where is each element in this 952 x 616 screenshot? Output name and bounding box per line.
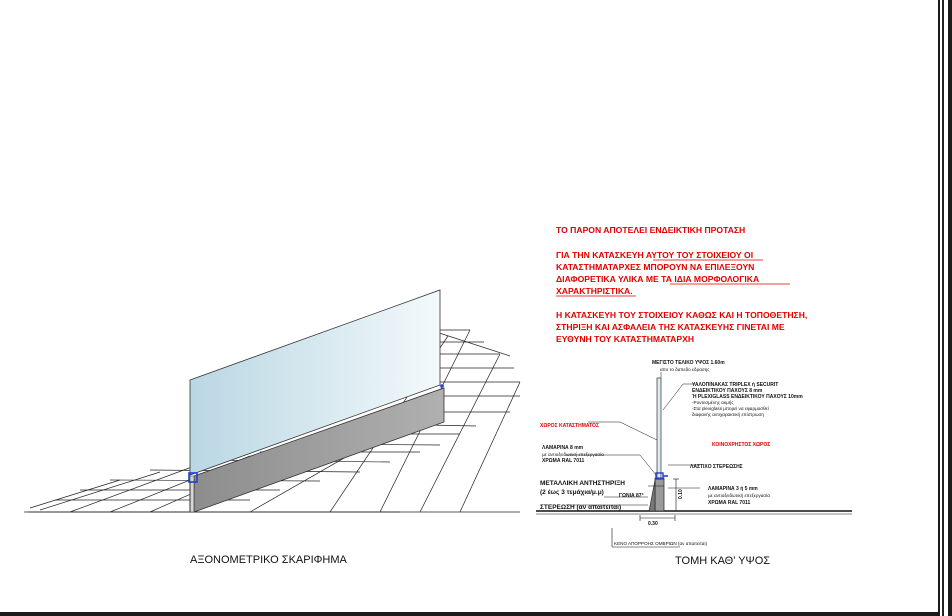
note-p2-line-1: ΓΙΑ ΤΗΝ ΚΑΤΑΣΚΕΥΗ ΑΥΤΟΥ ΤΟΥ ΣΤΟΙΧΕΙΟΥ ΟΙ bbox=[556, 250, 754, 260]
sheet-l2: με αντιοξειδωτική επεξεργασία bbox=[542, 452, 604, 457]
fixing-clip-top-icon bbox=[440, 384, 444, 388]
glass-l6: διαφανής αντιχαρακτική επίστρωση bbox=[692, 412, 764, 417]
glass-l1: ΥΑΛΟΠΙΝΑΚΑΣ TRIPLEX ή SECURIT bbox=[692, 382, 779, 388]
note-p2-line-4: ΧΑΡΑΚΤΗΡΙΣΤΙΚΑ. bbox=[556, 286, 633, 296]
glass-l3: Ή PLEXIGLASS ΕΝΔΕΙΚΤΙΚΟΥ ΠΑΧΟΥΣ 10mm bbox=[692, 394, 803, 400]
vertical-scrollbar[interactable] bbox=[942, 0, 952, 616]
fixing-label: ΣΤΕΡΕΩΣΗ (αν απαιτειται) bbox=[540, 504, 622, 511]
sheet2-l3: ΧΡΩΜΑ RAL 7011 bbox=[708, 500, 751, 506]
note-p3-line-2: ΣΤΗΡΙΞΗ ΚΑΙ ΑΣΦΑΛΕΙΑ ΤΗΣ ΚΑΤΑΣΚΕΥΗΣ ΓΙΝΕΤΑΙ ΜΕ bbox=[556, 322, 785, 332]
viewport-divider bbox=[938, 0, 940, 616]
dim-width-label: 0.30 bbox=[648, 521, 658, 527]
note-p2-line-2: ΚΑΤΑΣΤΗΜΑΤΑΡΧΕΣ ΜΠΟΡΟΥΝ ΝΑ ΕΠΙΛΕΞΟΥΝ bbox=[556, 262, 755, 272]
axonometric-sketch bbox=[24, 290, 520, 512]
drain-label: ΚΕΝΟ ΑΠΟΡΡΟΗΣ ΟΜΒΡΙΩΝ (αν απαιτειται) bbox=[614, 541, 707, 546]
bottom-border bbox=[0, 612, 940, 616]
note-p2-line-3: ΔΙΑΦΟΡΕΤΙΚΑ ΥΛΙΚΑ ΜΕ ΤΑ ΙΔΙΑ ΜΟΡΦΟΛΟΓΙΚΑ bbox=[556, 274, 760, 284]
note-line-1: ΤΟ ΠΑΡΟΝ ΑΠΟΤΕΛΕΙ ΕΝΔΕΙΚΤΙΚΗ ΠΡΟΤΑΣΗ bbox=[556, 225, 746, 235]
section-glass bbox=[657, 378, 661, 478]
glass-l4: -Ροντεσμένης ακμής bbox=[692, 400, 734, 405]
shop-space-label: ΧΩΡΟΣ ΚΑΤΑΣΤΗΜΑΤΟΣ bbox=[540, 423, 599, 429]
notes-block bbox=[556, 225, 807, 344]
rubber-label: ΛΑΣΤΙΧΟ ΣΤΕΡΕΩΣΗΣ bbox=[690, 464, 743, 470]
scrollbar-thumb[interactable] bbox=[948, 0, 952, 616]
sheet2-l1: ΛΑΜΑΡΙΝΑ 3 ή 5 mm bbox=[708, 486, 758, 492]
support-l1: ΜΕΤΑΛΛΙΚΗ ΑΝΤΗΣΤΗΡΙΞΗ bbox=[540, 480, 625, 487]
glass-l5: -Στα plexiglass μπορεί να εφαρμοσθεί bbox=[692, 406, 769, 411]
dim-height-label: 0.10 bbox=[678, 489, 684, 499]
sheet-l3: ΧΡΩΜΑ RAL 7011 bbox=[542, 458, 585, 464]
max-height-l1: ΜΕΓΙΣΤΟ ΤΕΛΙΚΟ ΥΨΟΣ 1.60m bbox=[652, 360, 725, 366]
public-space-label: ΚΟΙΝΟΧΡΗΣΤΟΣ ΧΩΡΟΣ bbox=[712, 442, 771, 448]
section-base bbox=[655, 478, 664, 511]
max-height-l2: απο το δαπεδο εδρασης bbox=[660, 367, 710, 372]
section-bracket bbox=[649, 480, 655, 511]
sheet2-l2: με αντιοξειδωτική επεξεργασία bbox=[708, 493, 770, 498]
support-l2: (2 έως 3 τεμάχια/μ.μ) bbox=[540, 489, 604, 496]
angle-label: ΓΩΝΙΑ 87° bbox=[619, 493, 644, 499]
note-p3-line-3: ΕΥΘΥΝΗ ΤΟΥ ΚΑΤΑΣΤΗΜΑΤΑΡΧΗ bbox=[556, 334, 695, 344]
sheet-l1: ΛΑΜΑΡΙΝΑ 8 mm bbox=[542, 445, 584, 451]
glass-l2: ΕΝΔΕΙΚΤΙΚΟΥ ΠΑΧΟΥΣ 8 mm bbox=[692, 388, 763, 394]
caption-axonometric: ΑΞΟΝΟΜΕΤΡΙΚΟ ΣΚΑΡΙΦΗΜΑ bbox=[190, 554, 347, 566]
note-p3-line-1: Η ΚΑΤΑΣΚΕΥΗ ΤΟΥ ΣΤΟΙΧΕΙΟΥ ΚΑΘΩΣ ΚΑΙ Η ΤΟΠΟΘΕΤΗΣΗ, bbox=[556, 310, 808, 320]
caption-section: ΤΟΜΗ ΚΑΘ' ΥΨΟΣ bbox=[675, 555, 771, 567]
vertical-section bbox=[536, 360, 852, 547]
